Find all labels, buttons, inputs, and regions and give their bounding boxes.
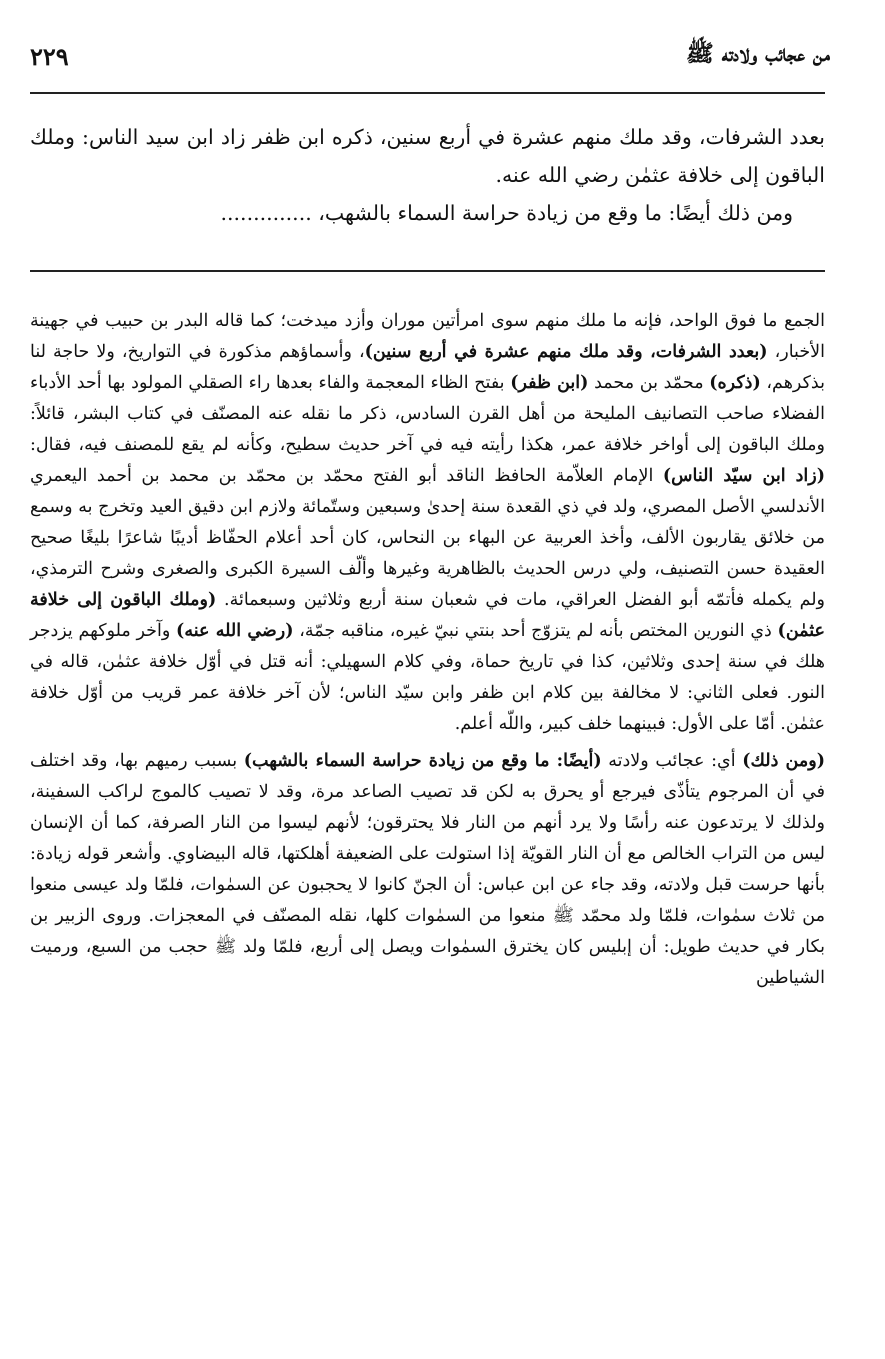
running-title: من عجائب ولادته ﷺ [685, 40, 830, 67]
commentary-segment: بسبب رميهم بها، وقد اختلف في أن المرجوم يتأذّى فيرجع أو يحرق به لكن قد تصيب الصاعد مرة، وقد لا تصيب كالموج لراكب السفينة، ولذلك لا يرتدعون عنه رأسًا ولا يرد أنهم من النار فلا يحترقون؛ لأنهم ليسوا من النار الصرفة، كما أن الإنسان ليس من التراب الخالص مع أن النار القويّة إذا استولت على الضعيفة أهلكتها، قاله البيضاوي. وأشعر قوله زيادة: بأنها حرست قبل ولادته، وقد جاء عن ابن عباس: أن الجنّ كانوا لا يحجبون عن السمٰوات، فلمّا ولد عيسى منعوا من ثلاث سمٰوات، فلمّا ولد محمّد ﷺ منعوا من السمٰوات كلها، نقله المصنّف في المعجزات. وروى الزبير بن بكار في حديث طويل: أن إبليس كان يخترق السمٰوات ويصل إلى أربع، فلمّا ولد ﷺ حجب من السبع، ورميت الشياطين [30, 751, 825, 988]
quoted-main-text: (ذكره) [709, 373, 761, 393]
commentary-segment: الجمع ما فوق الواحد، فإنه ما ملك منهم سوى امرأتين موران وأزد ميدخت؛ كما قاله البدر بن حبيب في جهينة الأخبار، [30, 311, 825, 362]
quoted-main-text: (وملك الباقون إلى خلافة عثمٰن) [30, 590, 825, 641]
commentary-segment: الإمام العلاّمة الحافظ الناقد أبو الفتح محمّد بن محمّد بن محمد بن أحمد اليعمري الأندلسي الأصل المصري، ولد في ذي القعدة سنة إحدىٰ وسبعين وستّمائة ولازم ابن دقيق العيد وتخرج به وسمع من خلائق يقاربون الألف، وأخذ العربية عن البهاء بن النحاس، كان أحد أعلام الحفّاظ أديبًا شاعرًا بليغًا صحيح العقيدة حسن التصنيف، ولي درس الحديث بالظاهرية وغيرها وألّف السيرة الكبرى والصغرى وشرح الترمذي، ولم يكمله فأتمّه أبو الفضل العراقي، مات في شعبان سنة أربع وثلاثين وسبعمائة. [30, 466, 826, 610]
quoted-main-text: (بعدد الشرفات، وقد ملك منهم عشرة في أربع سنين) [364, 342, 768, 362]
commentary-segment: بفتح الظاء المعجمة والفاء بعدها راء الصقلي المولود بها أحد الأدباء الفضلاء صاحب التصانيف المليحة من أهل القرن السادس، ذكر ما نقله عنه المصنّف في كتاب البشر، قائلاً: وملك الباقون إلى أواخر خلافة عمر، هكذا رأيته فيه في آخر حديث سطيح، وكأنه لم يقع للمصنف فيه، فقال: [30, 373, 825, 455]
header-divider [30, 92, 825, 94]
main-text-paragraph: ومن ذلك أيضًا: ما وقع من زيادة حراسة السماء بالشهب، .............. [220, 201, 793, 225]
page-number: ٢٢٩ [30, 41, 69, 71]
quoted-main-text: (رضي الله عنه) [176, 621, 294, 641]
quoted-main-text: (ومن ذلك) [742, 751, 825, 771]
quoted-main-text: (أيضًا: ما وقع من زيادة حراسة السماء بالشهب) [243, 751, 602, 771]
main-text-paragraph: بعدد الشرفات، وقد ملك منهم عشرة في أربع سنين، ذكره ابن ظفر زاد ابن سيد الناس: وملك الباقون إلى خلافة عثمٰن رضي الله عنه. [30, 125, 825, 187]
commentary-paragraph [30, 746, 825, 994]
commentary-paragraph [30, 306, 825, 740]
commentary-segment: محمّد بن محمد [588, 373, 710, 393]
quoted-main-text: (زاد ابن سيّد الناس) [662, 466, 825, 486]
text-commentary-divider [30, 270, 825, 272]
page-header [30, 30, 830, 82]
commentary-segment: ، وأسماؤهم مذكورة في التواريخ، ولا حاجة لنا بذكرهم، [30, 342, 825, 393]
commentary-text [30, 306, 825, 994]
commentary-segment: وآخر ملوكهم يزدجر هلك في سنة إحدى وثلاثين، كذا في تاريخ حماة، وفي كلام السهيلي: أنه قتل في أوّل خلافة عثمٰن، قاله في النور. فعلى الثاني: لا مخالفة بين كلام ابن ظفر وابن سيّد الناس؛ لأن آخر خلافة عمر قريب من أوّل خلافة عثمٰن. أمّا على الأول: فبينهما خلف كبير، واللّه أعلم. [30, 621, 825, 734]
quoted-main-text: (ابن ظفر) [510, 373, 589, 393]
commentary-segment: أي: عجائب ولادته [601, 751, 743, 771]
commentary-segment: ذي النورين المختص بأنه لم يتزوّج أحد بنتي نبيّ غيره، مناقبه جمّة، [293, 621, 778, 641]
main-text [30, 118, 825, 232]
